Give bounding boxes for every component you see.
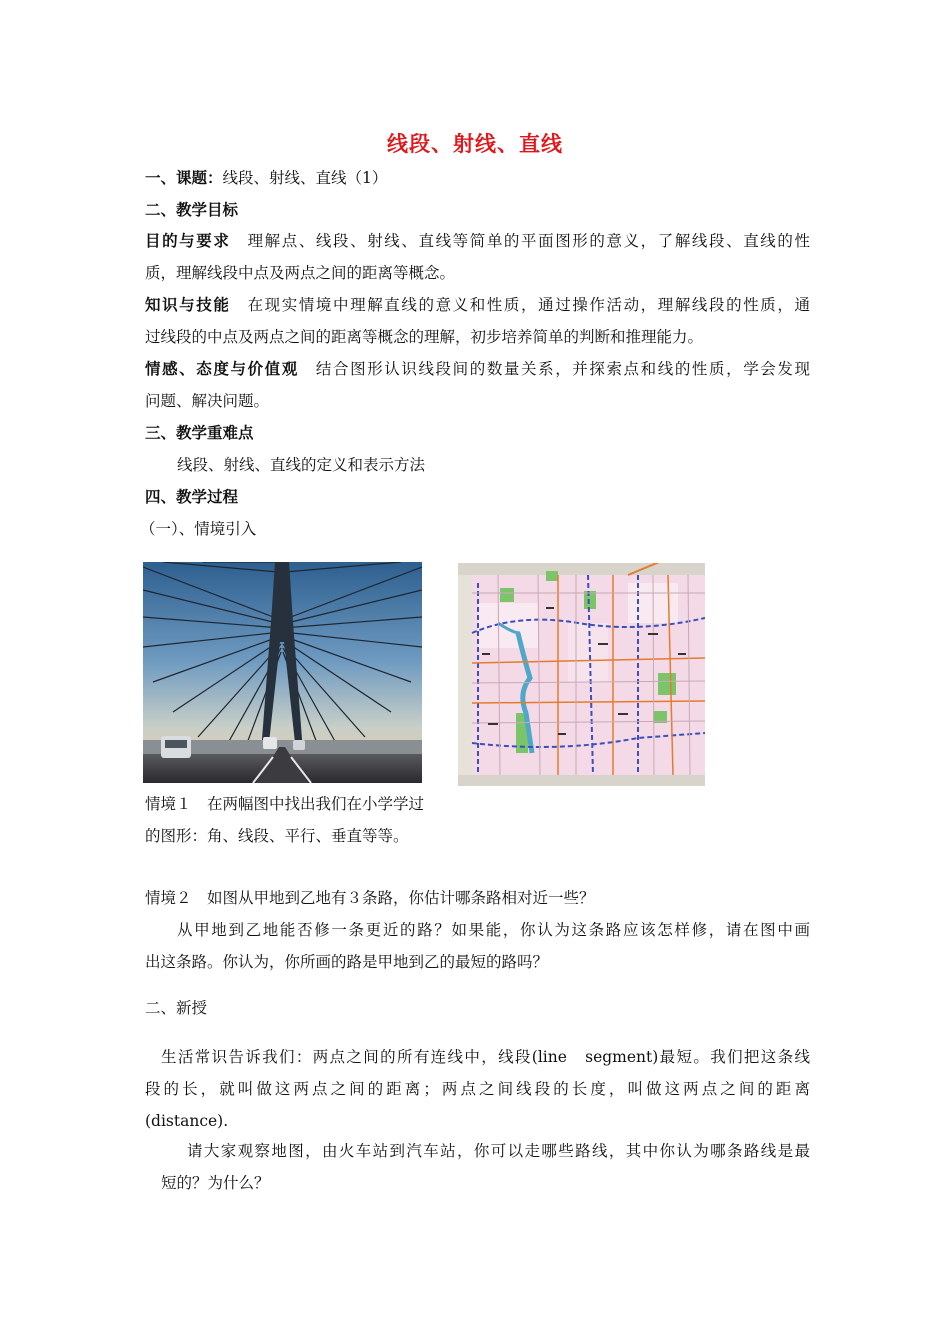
question-text: 从甲地到乙地能否修一条更近的路？如果能，你认为这条路应该怎样修，请在图中画 [177,921,810,939]
goal-aims-cont: 质，理解线段中点及两点之间的距离等概念。 [145,264,456,282]
scene1-text: 情境１ 在两幅图中找出我们在小学学过 [145,795,425,813]
goal-aims-text: 理解点、线段、射线、直线等简单的平面图形的意义，了解线段、直线的性 [247,232,810,250]
section-new-heading: 二、新授 [145,999,208,1017]
page-title: 线段、射线、直线 [387,132,563,156]
goal-knowledge [145,289,810,321]
section-topic-label: 一、课题： [145,169,223,187]
goal-knowledge-cont: 过线段的中点及两点之间的距离等概念的理解，初步培养简单的判断和推理能力。 [145,328,704,346]
goal-attitude [145,353,810,385]
section-goals-heading: 二、教学目标 [145,201,239,219]
bridge-photo [143,562,422,783]
goal-attitude-cont: 问题、解决问题。 [145,392,270,410]
scene2-text: 情境２ 如图从甲地到乙地有３条路，你估计哪条路相对近一些？ [145,889,595,907]
paragraph-map-question: 请大家观察地图，由火车站到汽车站，你可以走哪些路线，其中你认为哪条路线是最 [187,1142,810,1160]
paragraph-segment-cont: 段的长，就叫做这两点之间的距离；两点之间线段的长度，叫做这两点之间的距离 [145,1080,810,1098]
paragraph-map-question-cont: 短的？为什么？ [161,1174,270,1192]
paragraph-segment: 生活常识告诉我们：两点之间的所有连线中，线段(line segment)最短。我们把这条线 [161,1048,810,1066]
subsection-intro: （一）、情境引入 [140,520,257,538]
goal-knowledge-label: 知识与技能 [145,296,231,314]
section-topic-text: 线段、射线、直线（1） [222,169,388,187]
section-difficulty-text: 线段、射线、直线的定义和表示方法 [177,456,426,474]
question-text-cont: 出这条路。你认为，你所画的路是甲地到乙的最短的路吗？ [145,953,549,971]
section-difficulty-heading: 三、教学重难点 [145,424,254,442]
goal-knowledge-text: 在现实情境中理解直线的意义和性质，通过操作活动，理解线段的性质，通 [247,296,810,314]
section-topic [145,162,810,194]
goal-attitude-label: 情感、态度与价值观 [145,360,299,378]
city-map-image [458,563,705,786]
goal-aims [145,225,810,257]
goal-attitude-text: 结合图形认识线段间的数量关系，并探索点和线的性质，学会发现 [315,360,810,378]
paragraph-segment-end: (distance). [145,1112,229,1130]
goal-aims-label: 目的与要求 [145,232,231,250]
scene1-text-cont: 的图形：角、线段、平行、垂直等等。 [145,827,409,845]
section-process-heading: 四、教学过程 [145,488,239,506]
